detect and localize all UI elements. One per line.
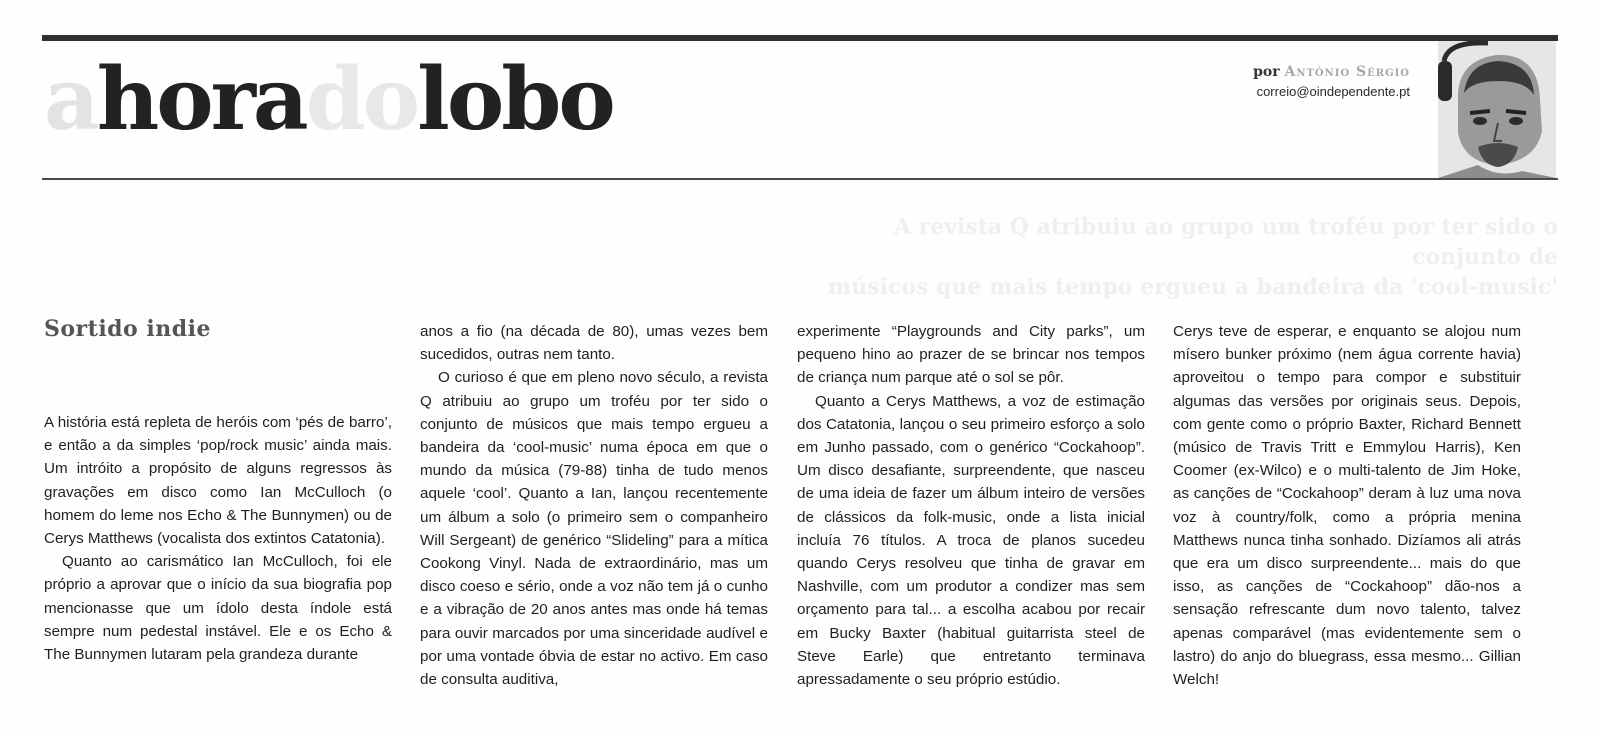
header-top-rule (42, 35, 1558, 41)
masthead-word-a: a (44, 49, 97, 150)
masthead-word-do: do (305, 49, 418, 150)
column-1-paragraph-1: A história está repleta de heróis com ‘pés de barro’, e então a da simples ‘pop/rock music’ ainda mais. Um intróito a propósito de alguns regressos às gravações em disco como Ian McCulloch (o homem do leme nos Echo & The Bunnymen) ou de Cerys Matthews (vocalista dos extintos Catatonia). (44, 414, 392, 548)
column-2-paragraph-2: O curioso é que em pleno novo século, a revista Q atribuiu ao grupo um troféu por ter sido o conjunto de músicos que mais tempo ergueu a bandeira da ‘cool-music’ numa época em que o mundo da música (79-88) tinha de tudo menos aquele ‘cool’. Quanto a Ian, lançou recentemente um álbum a solo (o primeiro sem o companheiro Will Sergeant) de genérico “Slideling” para a mítica Cookong Vinyl. Nada de extraordinário, mas um disco coeso e sério, onde a voz não tem já o cunho e a vibração de 20 anos antes mas onde há temas para ouvir marcados por uma sinceridade audível e por uma vontade óbvia de estar no activo. Em caso de consulta auditiva, (420, 369, 768, 689)
pull-quote-line-2: músicos que mais tempo ergueu a bandeira da 'cool-music' (827, 274, 1558, 300)
article-column-1 (44, 411, 392, 666)
column-3-paragraph-2: Quanto a Cerys Matthews, a voz de estimação dos Catatonia, lançou o seu primeiro esforço a solo em Junho passado, com o genérico “Cockahoop”. Um disco desafiante, surpreendente, que nasceu de uma ideia de fazer um álbum inteiro de versões de clássicos da folk-music, onde a lista inicial incluía 76 títulos. A troca de planos sucedeu quando Cerys resolveu que tinha de gravar em Nashville, com um produtor a condizer mas sem orçamento para tal... a escolha acabou por recair em Bucky Baxter (habitual guitarrista steel de Steve Earle) que entretanto terminava apressadamente o seu próprio estúdio. (797, 392, 1145, 689)
masthead-word-hora: hora (96, 49, 306, 150)
column-3-paragraph-1: experimente “Playgrounds and City parks”, um pequeno hino ao prazer de se brincar nos tempos de criança num parque até o sol se pôr. (797, 323, 1145, 387)
author-portrait-image (1438, 41, 1556, 178)
byline (1253, 64, 1410, 99)
byline-email: correio@oindependente.pt (1256, 84, 1410, 99)
byline-author-line (1253, 64, 1410, 80)
byline-author: António Sérgio (1284, 64, 1410, 80)
byline-prefix: por (1253, 64, 1280, 80)
pull-quote-line-1: A revista Q atribuiu ao grupo um troféu por ter sido o conjunto de (893, 214, 1558, 270)
article-title: Sortido indie (44, 316, 211, 342)
masthead-logo (44, 50, 613, 150)
article-column-2 (420, 320, 768, 691)
column-1-paragraph-2: Quanto ao carismático Ian McCulloch, foi ele próprio a aprovar que o início da sua biografia pop mencionasse que um ídolo desta índole está sempre num pedestal instável. Ele e os Echo & The Bunnymen lutaram pela grandeza durante (44, 553, 392, 664)
article-column-4 (1173, 320, 1521, 691)
column-2-paragraph-1: anos a fio (na década de 80), umas vezes bem sucedidos, outras nem tanto. (420, 323, 768, 364)
column-4-paragraph-1: Cerys teve de esperar, e enquanto se alojou num mísero bunker próximo (nem água corrente havia) aproveitou o tempo para compor e substituir algumas das versões por originais seus. Depois, com gente como o próprio Baxter, Richard Bennett (músico de Travis Tritt e Emmylou Harris), Ken Coomer (ex-Wilco) e o multi-talento de Jim Hoke, as canções de “Cockahoop” deram à luz uma nova voz à country/folk, como a própria menina Matthews nunca tinha sonhado. Dizíamos ali atrás que era um disco surpreendente... mais do que isso, as canções de “Cockahoop” dão-nos a sensação refrescante dum novo talento, talvez apenas comparável (mas evidentemente sem o lastro) do anjo do bluegrass, essa mesmo... Gillian Welch! (1173, 323, 1521, 689)
header-bottom-rule (42, 178, 1558, 180)
author-portrait (1438, 41, 1556, 178)
masthead-word-lobo: lobo (417, 49, 613, 150)
article-column-3 (797, 320, 1145, 691)
pull-quote (778, 212, 1558, 302)
